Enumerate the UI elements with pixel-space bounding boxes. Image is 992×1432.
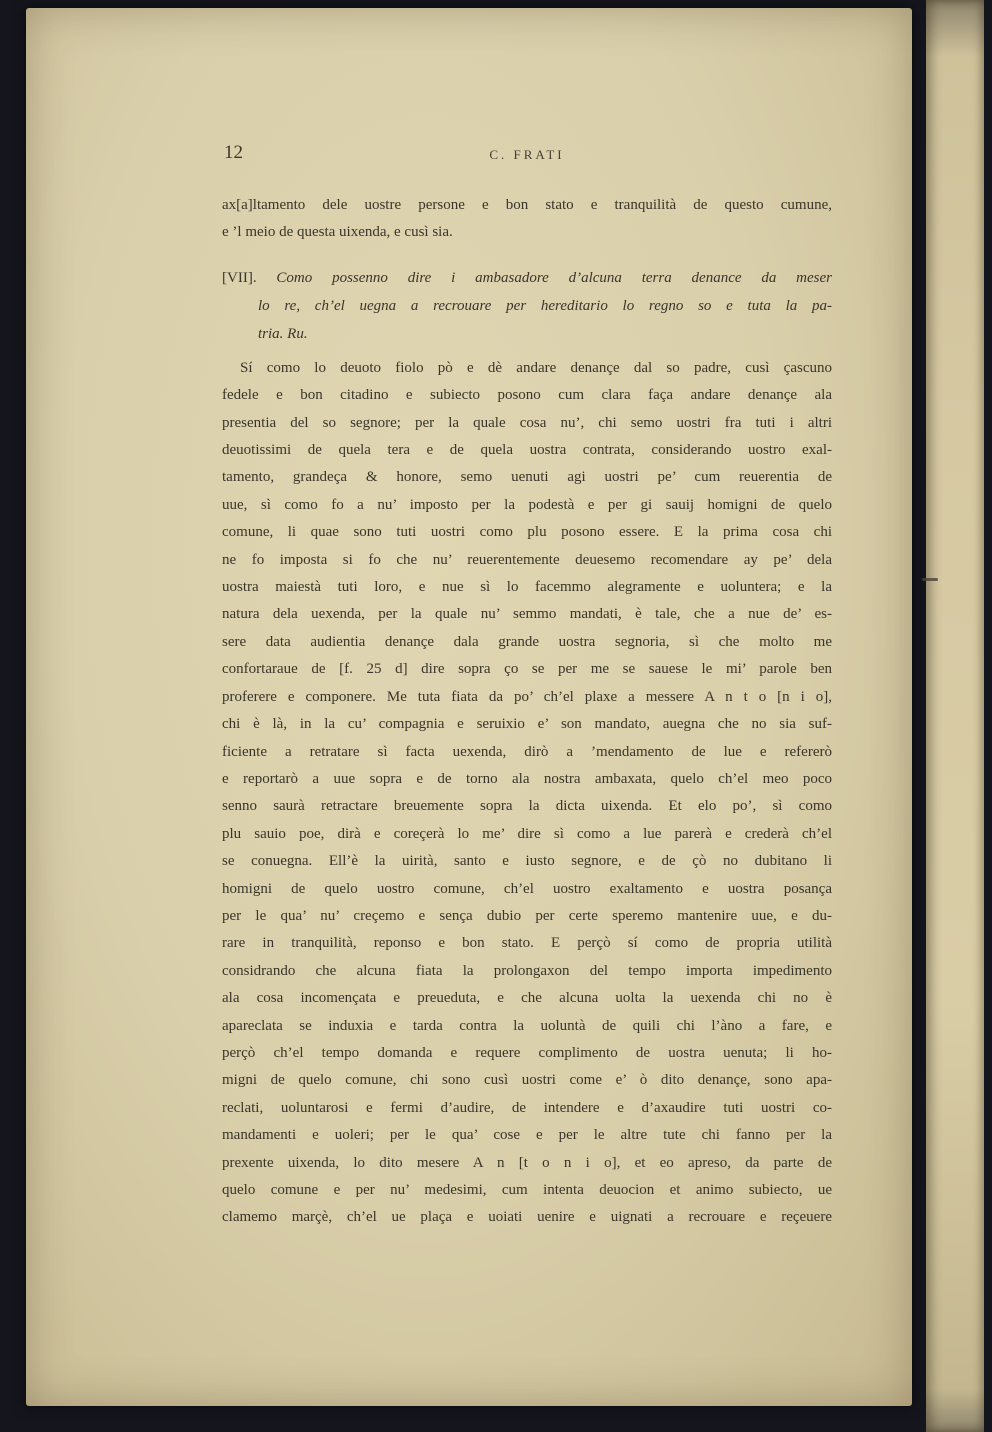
intro-line: ax[a]ltamento dele uostre persone e bon stato e tranquilità de questo cumune, [222,197,832,213]
body-line: per le qua’ nu’ creçemo e sença dubio per certe speremo mantenire uue, e du- [222,907,832,924]
body-line: ne fo imposta si fo che nu’ reuerentemente deuesemo recomendare ay pe’ dela [222,551,832,568]
body-line: presentia del so segnore; per la quale cosa nu’, chi semo uostri fra tuti i altri [222,414,832,431]
body-line: plu sauio poe, dirà e coreçerà lo me’ dire sì como a lue parerà e crederà ch’el [222,825,832,842]
book-page [26,8,912,1406]
page-header [222,140,832,188]
body-line: tamento, grandeça & honore, semo uenuti agi uostri pe’ cum reuerentia de [222,469,832,486]
body-line: mandamenti e uoleri; per le qua’ cose e per le altre tute chi fanno per la [222,1127,832,1144]
body-line: deuotissimi de quela tera e de quela uostra contrata, considerando uostro exal- [222,442,832,459]
body-line: comune, li quae sono tuti uostri como plu posono essere. E la prima cosa chi [222,524,832,541]
body-line: natura dela uexenda, per la quale nu’ semmo mandati, è tale, che a nue de’ es- [222,606,832,623]
body-line: proferere e componere. Me tuta fiata da po’ ch’el plaxe a messere A n t o [n i o], [222,688,832,705]
body-line: e reportarò a uue sopra e de torno ala nostra ambaxata, quelo ch’el meo poco [222,770,832,787]
body-line: apareclata se induxia e tarda contra la uoluntà de quili chi l’àno a fare, e [222,1017,832,1034]
section-number: [VII]. [222,269,257,286]
page-number: 12 [224,142,243,163]
paragraph-body [222,355,832,1232]
body-line: ala cosa incomençata e preueduta, e che alcuna uolta la uexenda chi no è [222,990,832,1007]
heading-line: tria. Ru. [258,325,308,342]
running-header: C. FRATI [489,147,565,162]
body-line: perçò ch’el tempo domanda e requere complimento de uostra uenuta; li ho- [222,1044,832,1061]
body-line: reclati, uoluntarosi e fermi d’audire, de intendere e d’axaudire tuti uostri co- [222,1099,832,1116]
body-line: chi è là, in la cu’ compagnia e seruixio e’ son mandato, auegna che no sia suf- [222,716,832,733]
body-line: confortaraue de [f. 25 d] dire sopra ço se per me se sauese le mi’ parole ben [222,661,832,678]
edge-mark [922,578,938,581]
body-line: uostra maiestà tuti loro, e nue sì lo facemmo alegramente e uoluntera; e la [222,579,832,596]
body-line: quelo comune e per nu’ medesimi, cum intenta deuocion et animo subiecto, ue [222,1182,832,1198]
body-line: fedele e bon citadino e subiecto posono cum clara faça andare denançe ala [222,387,832,404]
body-line: senno saurà retractare breuemente sopra la dicta uixenda. Et elo po’, sì como [222,798,832,815]
intro-line: e ’l meio de questa uixenda, e cusì sia. [222,224,453,241]
body-line: migni de quelo comune, chi sono cusì uostri come e’ ò dito denançe, sono apa- [222,1072,832,1089]
paragraph-intro [222,192,832,247]
body-line: clamemo marçè, ch’el ue plaça e uoiati uenire e uignati a recrouare e reçeuere [222,1209,832,1226]
body-line: ficiente a retratare sì facta uexenda, dirò a ’mendamento de lue e refererò [222,743,832,760]
adjacent-page-edge [926,0,984,1432]
section-heading [222,264,832,348]
body-line: sere data audientia denançe dala grande uostra segnoria, sì che molto me [222,633,832,650]
text-block [222,140,832,1232]
body-line: Sí como lo deuoto fiolo pò e dè andare denançe dal so padre, cusì çascuno [240,359,832,376]
body-line: homigni de quelo uostro comune, ch’el uostro exaltamento e uostra posança [222,880,832,897]
body-line: uue, sì como fo a nu’ imposto per la podestà e per gi sauij homigni de quelo [222,496,832,513]
body-line: se conuegna. Ell’è la uirità, santo e iusto segnore, e de çò no dubitano li [222,853,832,870]
heading-line: lo re, ch’el uegna a recrouare per hereditario lo regno so e tuta la pa- [258,297,832,314]
body-line: considrando che alcuna fiata la prolongaxon del tempo importa impedimento [222,962,832,979]
heading-line [222,264,832,292]
heading-continuation [222,292,832,348]
body-line: prexente uixenda, lo dito mesere A n [t o n i o], et eo apreso, da parte de [222,1154,832,1171]
body-line: rare in tranquilità, reponso e bon stato. E perçò sí como de propria utilità [222,935,832,952]
heading-first-line-text: Como possenno dire i ambasadore d’alcuna terra denance da meser [276,269,832,286]
